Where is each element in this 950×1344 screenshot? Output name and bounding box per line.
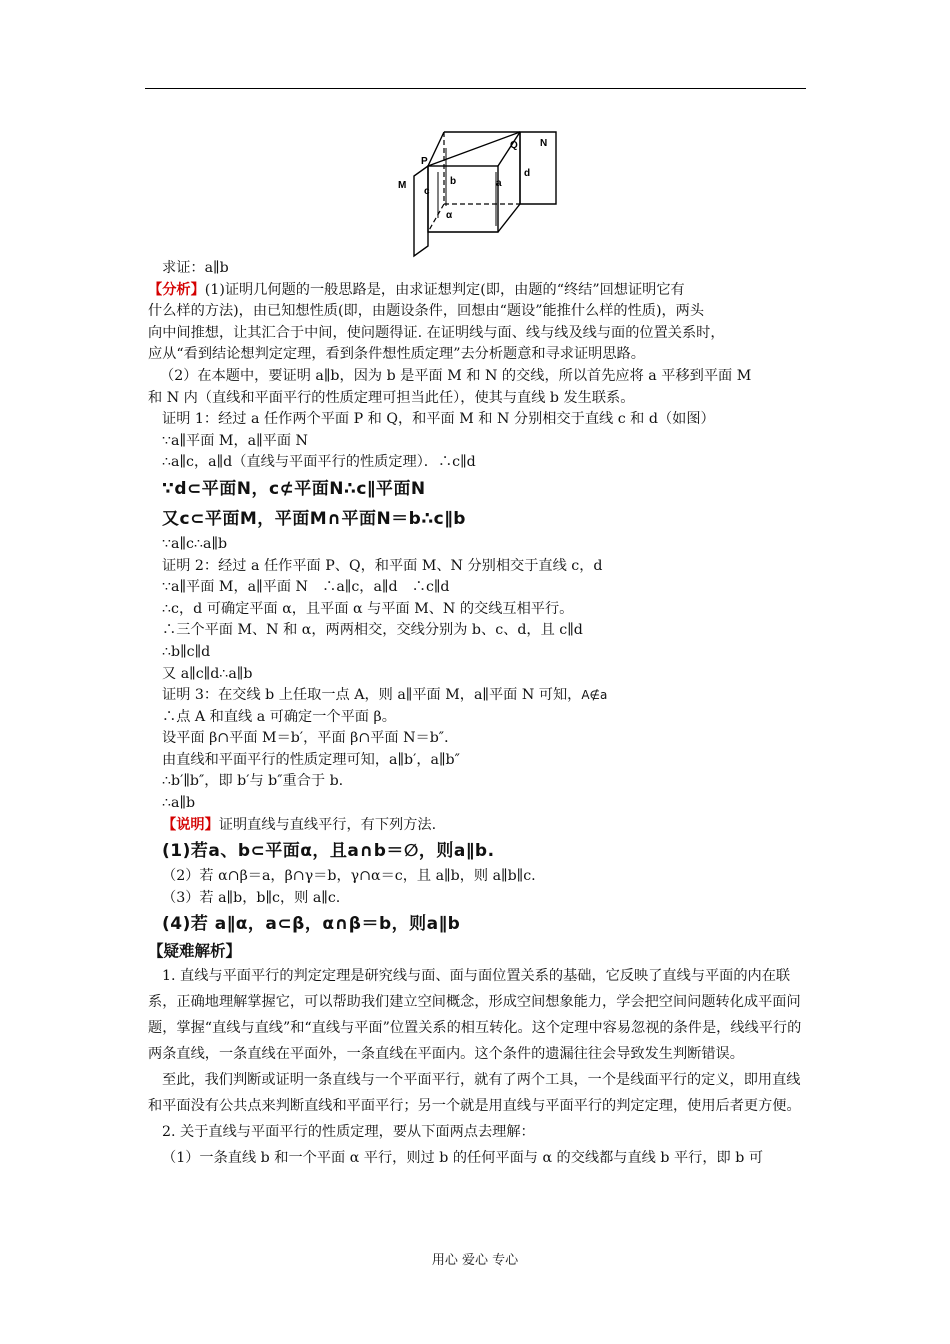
page-footer: 用心 爱心 专心 — [431, 1253, 519, 1268]
paragraph-1: 1. 直线与平面平行的判定定理是研究线与面、面与面位置关系的基础，它反映了直线与平面的内在联系，正确地理解掌握它，可以帮助我们建立空间概念，形成空间想象能力，学会把空间问题转化成平面问题，掌握“直线与直线”和“直线与平面”位置关系的相互转化。这个定理中容易忽视的条件是，线线平行的两条直线，一条直线在平面外，一条直线在平面内。这个条件的遗漏往往会导致发生判断错误。 — [148, 968, 802, 1063]
line-13: ∵a∥c∴a∥b — [162, 535, 228, 552]
line-08: 证明 1：经过 a 任作两个平面 P 和 Q，和平面 M 和 N 分别相交于直线 c 和 d（如图） — [162, 411, 715, 428]
paragraph-3: 2. 关于直线与平面平行的性质定理，要从下面两点去理解： — [162, 1124, 535, 1141]
line-11-formula: ∵d⊂平面N，c⊄平面N∴c∥平面N — [162, 478, 426, 499]
line-23: 由直线和平面平行的性质定理可知，a∥b′，a∥b″ — [162, 751, 460, 768]
line-24: ∴b′∥b″，即 b′与 b″重合于 b. — [162, 773, 344, 790]
line-14: 证明 2：经过 a 任作平面 P、Q，和平面 M、N 分别相交于直线 c，d — [162, 557, 603, 574]
label-d: d — [524, 168, 531, 179]
line-03: 什么样的方法)，由已知想性质(即，由题设条件，回想由“题设”能推什么样的性质)，两头 — [148, 303, 705, 320]
line-27-formula: (1)若a、b⊂平面α，且a∩b＝∅，则a∥b. — [162, 841, 495, 862]
line-22: 设平面 β∩平面 M＝b′，平面 β∩平面 N＝b″． — [162, 730, 459, 747]
line-prove: 求证：a∥b — [162, 260, 229, 276]
line-09: ∵a∥平面 M，a∥平面 N — [162, 432, 308, 449]
formula-a-notin: A∉a — [581, 688, 608, 703]
label-c: c — [424, 186, 430, 197]
label-b: b — [450, 176, 457, 187]
line-30-formula: (4)若 a∥α，a⊂β，α∩β＝b，则a∥b — [162, 914, 461, 935]
analysis-tag: 【分析】 — [148, 281, 205, 298]
label-alpha: α — [446, 210, 453, 221]
note-tag: 【说明】 — [162, 816, 219, 833]
paragraph-2: 至此，我们判断或证明一条直线与一个平面平行，就有了两个工具，一个是线面平行的定义，即用直线和平面没有公共点来判断直线和平面平行；另一个就是用直线与平面平行的判定定理，使用后者更方便。 — [148, 1072, 801, 1115]
paragraph-4: （1）一条直线 b 和一个平面 α 平行，则过 b 的任何平面与 α 的交线都与直线 b 平行，即 b 可 — [162, 1150, 764, 1167]
label-p: P — [421, 156, 428, 167]
line-19: 又 a∥c∥d∴a∥b — [162, 665, 253, 682]
line-25: ∴a∥b — [162, 795, 196, 812]
label-m: M — [398, 180, 407, 191]
line-analysis: 【分析】(1)证明几何题的一般思路是，由求证想判定(即，由题的“终结”回想证明它有 — [148, 281, 685, 298]
line-18: ∴b∥c∥d — [162, 643, 211, 660]
line-07: 和 N 内（直线和平面平行的性质定理可担当此任），使其与直线 b 发生联系。 — [148, 389, 635, 406]
line-04: 向中间推想，让其汇合于中间，使问题得证. 在证明线与面、线与线及线与面的位置关系时， — [148, 324, 725, 341]
document-body — [148, 258, 810, 1171]
label-a: a — [496, 178, 502, 189]
geometry-figure — [392, 128, 558, 260]
line-16: ∴c，d 可确定平面 α，且平面 α 与平面 M、N 的交线互相平行。 — [162, 600, 574, 617]
line-10: ∴a∥c，a∥d（直线与平面平行的性质定理）．∴c∥d — [162, 454, 476, 471]
line-12-formula: 又c⊂平面M，平面M∩平面N＝b∴c∥b — [162, 508, 466, 529]
line-05: 应从“看到结论想判定定理，看到条件想性质定理”去分析题意和寻求证明思路。 — [148, 346, 645, 363]
cube-planes-diagram — [392, 128, 558, 260]
label-q: Q — [510, 140, 518, 151]
plane-m-shape — [414, 166, 428, 256]
line-20: 证明 3：在交线 b 上任取一点 A，则 a∥平面 M，a∥平面 N 可知，A∉a — [162, 687, 608, 704]
line-06: （2）在本题中，要证明 a∥b，因为 b 是平面 M 和 N 的交线，所以首先应将 a 平移到平面 M — [160, 367, 752, 384]
section-heading: 【疑难解析】 — [148, 941, 242, 961]
line-17: ∴三个平面 M、N 和 α，两两相交，交线分别为 b、c、d，且 c∥d — [162, 622, 583, 639]
line-29: （3）若 a∥b，b∥c，则 a∥c. — [162, 889, 341, 906]
header-rule — [145, 88, 806, 89]
line-15: ∵a∥平面 M，a∥平面 N ∴a∥c，a∥d ∴c∥d — [162, 579, 450, 596]
line-28: （2）若 α∩β＝a，β∩γ＝b，γ∩α＝c，且 a∥b，则 a∥b∥c. — [162, 868, 536, 885]
label-n: N — [540, 138, 548, 149]
line-note: 【说明】证明直线与直线平行，有下列方法. — [162, 816, 437, 833]
line-21: ∴点 A 和直线 a 可确定一个平面 β。 — [162, 708, 396, 725]
